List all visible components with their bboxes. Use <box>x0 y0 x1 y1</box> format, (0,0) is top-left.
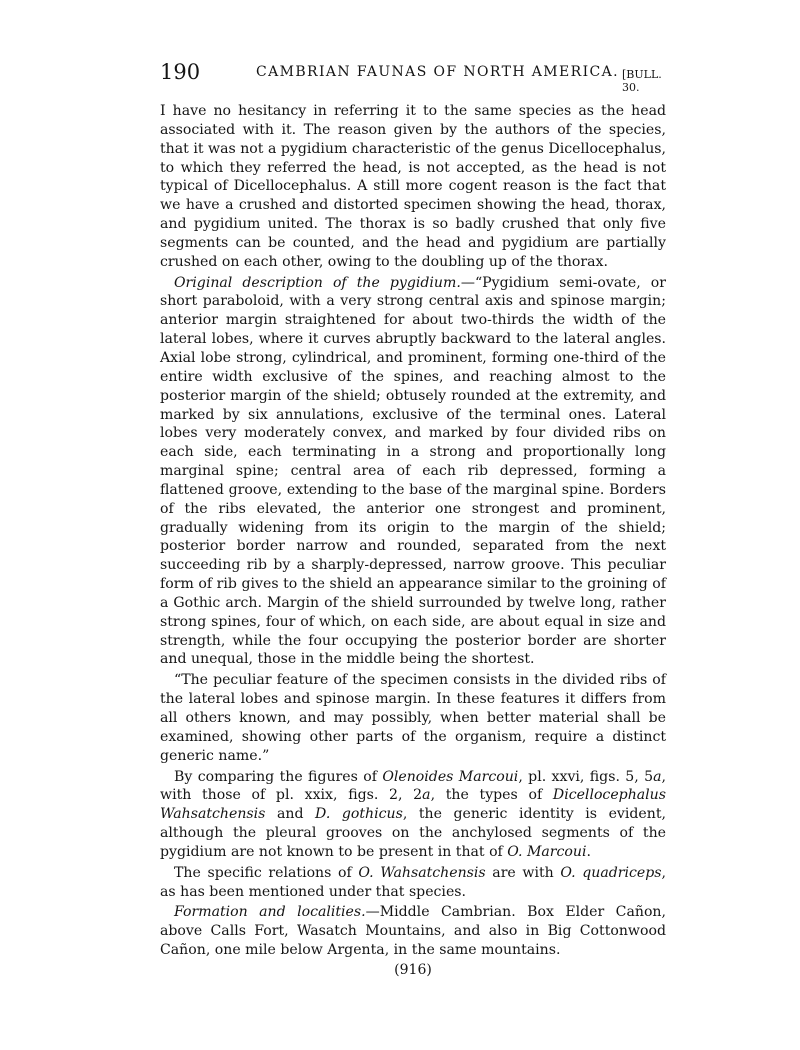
paragraph-peculiar-feature <box>160 671 666 765</box>
paragraph-text: , with those of pl. xxix, figs. 2, 2 <box>160 768 666 804</box>
paragraph-text: , as has been mentioned under that species. <box>160 864 666 900</box>
section-heading-italic: Original description of the pygidium. <box>174 274 461 291</box>
paragraph-text: , the types of <box>430 787 553 804</box>
paragraph-text: , pl. xxvi, figs. 5, 5 <box>518 768 654 785</box>
paragraph-text: , the generic identity is evident, although the pleural grooves on the anchylosed segments of the pygidium are not known to be present in that of <box>160 806 666 860</box>
paragraph-head-association <box>160 102 666 272</box>
paragraph-text: are with <box>485 864 561 881</box>
paragraph-comparison <box>160 768 666 862</box>
figure-letter-italic: a <box>653 768 662 785</box>
running-title: CAMBRIAN FAUNAS OF NORTH AMERICA. <box>256 64 620 80</box>
page-header <box>160 60 680 94</box>
paragraph-text: —Middle Cambrian. Box Elder Cañon, above Calls Fort, Wasatch Mountains, and also in Big Cottonwood Cañon, one mile below Argenta, in the same mountains. <box>160 904 666 959</box>
paragraph-formation-localities <box>160 903 666 960</box>
species-name-italic: O. quadriceps <box>560 864 662 881</box>
paragraph-specific-relations <box>160 864 666 902</box>
signature-mark: (916) <box>394 962 432 978</box>
paragraph-text: . <box>586 843 591 860</box>
section-heading-italic: Formation and localities. <box>174 904 366 921</box>
paragraph-text: By comparing the figures of <box>174 768 383 785</box>
paragraph-text: The specific relations of <box>174 864 359 881</box>
bulletin-reference: [BULL. 30. <box>622 68 662 94</box>
paragraph-original-description <box>160 274 666 670</box>
page-number: 190 <box>160 60 201 84</box>
paragraph-text: “The peculiar feature of the specimen consists in the divided ribs of the lateral lobes and spinose margin. In these features it differs from all others known, and may possibly, when better material shall be examined, showing other parts of the organism, require a distinct generic name.” <box>160 672 666 764</box>
paragraph-text: I have no hesitancy in referring it to the same species as the head associated with it. The reason given by the authors of the species, that it was not a pygidium characteristic of the genus Dicellocephalus, to which they referred the head, is not accepted, as the head is not typical of Dicellocephalus. A still more cogent reason is the fact that we have a crushed and distorted specimen showing the head, thorax, and pygidium united. The thorax is so badly crushed that only five segments can be counted, and the head and pygidium are partially crushed on each other, owing to the doubling up of the thorax. <box>160 103 666 270</box>
species-name-italic: D. gothicus <box>315 806 403 823</box>
species-name-italic: Olenoides Marcoui <box>382 768 519 785</box>
species-name-italic: Dicellocephalus Wahsatchensis <box>160 787 666 823</box>
paragraph-text: and <box>265 806 316 823</box>
figure-letter-italic: a <box>422 787 431 804</box>
paragraph-text: —“Pygidium semi-ovate, or short paraboloid, with a very strong central axis and spinose margin; anterior margin straightened for about two-thirds the width of the lateral lobes, where it curves abruptly backward to the lateral angles. Axial lobe strong, cylindrical, and prominent, forming one-third of the entire width exclusive of the spines, and reaching almost to the posterior margin of the shield; obtusely rounded at the extremity, and marked by six annulations, exclusive of the terminal ones. Lateral lobes very moderately convex, and marked by four divided ribs on each side, each terminating in a strong and proportionally long marginal spine; central area of each rib depressed, forming a flattened groove, extending to the base of the marginal spine. Borders of the ribs elevated, the anterior one strongest and prominent, gradually widening from its origin to the margin of the shield; posterior border narrow and rounded, separated from the next succeeding rib by a sharply-depressed, narrow groove. This peculiar form of rib gives to the shield an appearance similar to the groining of a Gothic arch. Margin of the shield surrounded by twelve long, rather strong spines, four of which, on each side, are about equal in size and strength, while the four occupying the posterior border are shorter and unequal, those in the middle being the shortest. <box>160 274 666 668</box>
species-name-italic: O. Marcoui <box>507 843 587 860</box>
species-name-italic: O. Wahsatchensis <box>358 864 486 881</box>
body-text <box>160 102 666 960</box>
